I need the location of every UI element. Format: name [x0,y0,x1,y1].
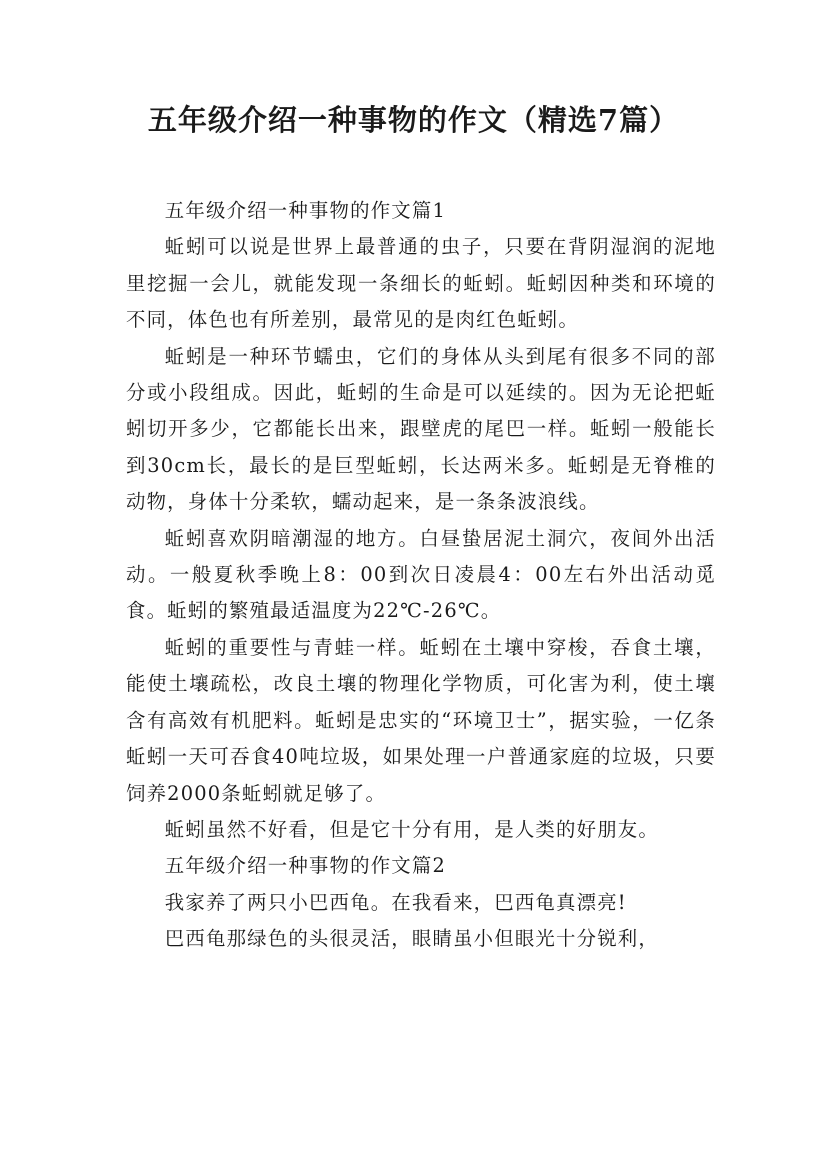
paragraph: 巴西龟那绿色的头很灵活，眼睛虽小但眼光十分锐利， [164,927,659,951]
paragraph: 蚯蚓是一种环节蠕虫，它们的身体从头到尾有很多不同的部分或小段组成。因此，蚯蚓的生命是可以延续的。因为无论把蚯蚓切开多少，它都能长出来，跟壁虎的尾巴一样。蚯蚓一般能长到30cm长，最长的是巨型蚯蚓，长达两米多。蚯蚓是无脊椎的动物，身体十分柔软，蠕动起来，是一条条波浪线。 [126,344,716,514]
paragraph: 蚯蚓可以说是世界上最普通的虫子，只要在背阴湿润的泥地里挖掘一会儿，就能发现一条细长的蚯蚓。蚯蚓因种类和环境的不同，体色也有所差别，最常见的是肉红色蚯蚓。 [126,235,716,332]
section-heading: 五年级介绍一种事物的作文篇2 [164,854,447,878]
document-body [126,193,716,958]
paragraph: 蚯蚓喜欢阴暗潮湿的地方。白昼蛰居泥土洞穴，夜间外出活动。一般夏秋季晚上8：00到次日凌晨4：00左右外出活动觅食。蚯蚓的繁殖最适温度为22℃-26℃。 [126,526,716,623]
paragraph: 蚯蚓的重要性与青蛙一样。蚯蚓在土壤中穿梭，吞食土壤，能使土壤疏松，改良土壤的物理化学物质，可化害为利，使土壤含有高效有机肥料。蚯蚓是忠实的“环境卫士”，据实验，一亿条蚯蚓一天可吞食40吨垃圾，如果处理一户普通家庭的垃圾，只要饲养2000条蚯蚓就足够了。 [126,635,716,805]
document-title: 五年级介绍一种事物的作文（精选7篇） [147,103,680,137]
section-heading: 五年级介绍一种事物的作文篇1 [164,199,447,222]
paragraph: 蚯蚓虽然不好看，但是它十分有用，是人类的好朋友。 [164,817,659,841]
paragraph: 我家养了两只小巴西龟。在我看来，巴西龟真漂亮! [164,890,627,914]
